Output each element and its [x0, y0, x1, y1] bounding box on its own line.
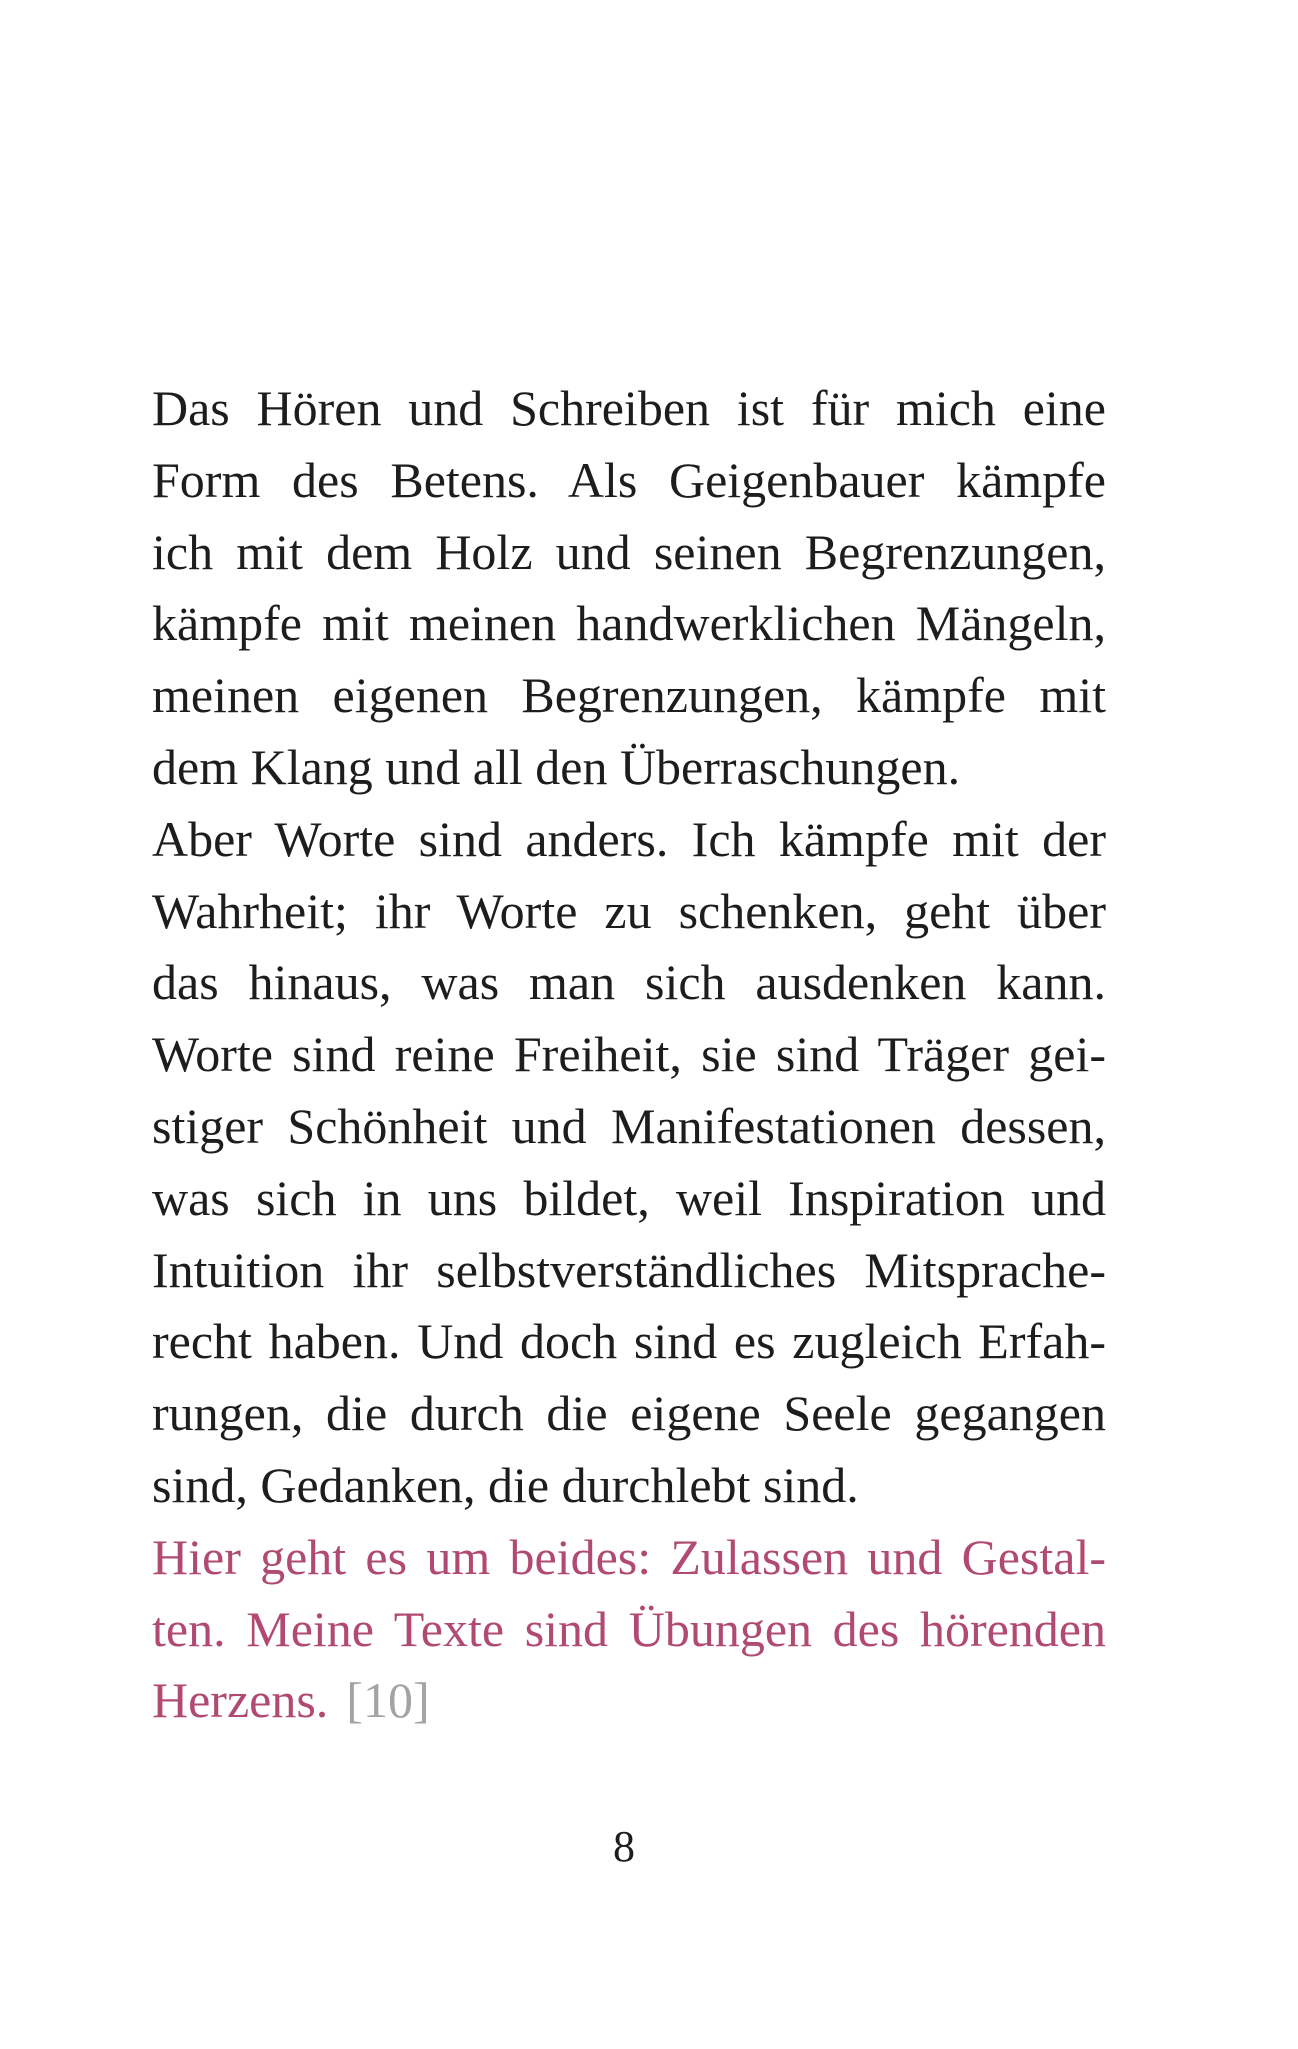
- text-line-last: [152, 1665, 1106, 1737]
- text-line: recht haben. Und doch sind es zugleich Erfah-: [152, 1313, 1106, 1370]
- paragraph-3-highlighted: [152, 1522, 1106, 1737]
- text-line: Das Hören und Schreiben ist für mich eine: [152, 380, 1106, 436]
- text-line: Form des Betens. Als Geigenbauer kämpfe: [152, 451, 1106, 508]
- text-line: ten. Meine Texte sind Übungen des hörenden: [152, 1600, 1106, 1657]
- body-text: [152, 373, 1106, 1737]
- text-line: was sich in uns bildet, weil Inspiration und: [152, 1169, 1106, 1226]
- text-line: dem Klang und all den Überraschungen.: [152, 738, 961, 795]
- last-line-text: Herzens.: [152, 1672, 329, 1729]
- page-number: 8: [613, 1822, 635, 1871]
- text-line: Hier geht es um beides: Zulassen und Gestal-: [152, 1528, 1106, 1585]
- text-line: Aber Worte sind anders. Ich kämpfe mit der: [152, 810, 1106, 867]
- reference-marker: [10]: [346, 1672, 430, 1729]
- paragraph-2: [152, 804, 1106, 1522]
- text-line: Wahrheit; ihr Worte zu schenken, geht über: [152, 882, 1106, 939]
- paragraph-1: [152, 373, 1106, 804]
- text-line: Worte sind reine Freiheit, sie sind Träger gei-: [152, 1026, 1106, 1083]
- text-line: das hinaus, was man sich ausdenken kann.: [152, 954, 1106, 1011]
- text-line: ich mit dem Holz und seinen Begrenzungen,: [152, 523, 1106, 580]
- text-line: rungen, die durch die eigene Seele gegangen: [152, 1385, 1106, 1442]
- text-line: Intuition ihr selbstverständliches Mitsprache-: [152, 1241, 1106, 1298]
- text-line: sind, Gedanken, die durchlebt sind.: [152, 1456, 859, 1513]
- text-line: meinen eigenen Begrenzungen, kämpfe mit: [152, 667, 1106, 724]
- text-line: stiger Schönheit und Manifestationen dessen,: [152, 1097, 1106, 1154]
- text-line: kämpfe mit meinen handwerklichen Mängeln,: [152, 595, 1106, 652]
